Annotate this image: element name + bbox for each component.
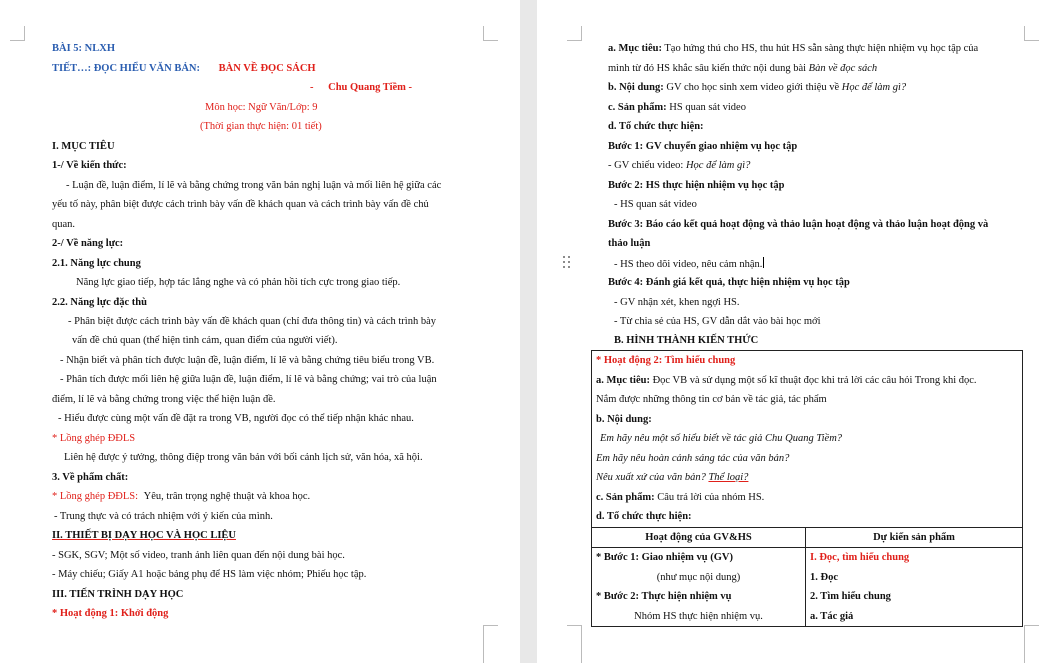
crop-mark: [1024, 26, 1039, 41]
document-page-left: [0, 0, 520, 663]
paragraph-line: - Nhận biết và phân tích được luận đề, luận điểm, lí lẽ và bằng chứng tiêu biểu trong VB.: [60, 355, 435, 366]
text: mình từ đó HS khắc sâu kiến thức nội dung bài: [608, 63, 807, 74]
section-heading: I. MỤC TIÊU: [52, 141, 115, 152]
question: Em hãy nêu hoàn cảnh sáng tác của văn bản?: [596, 452, 790, 464]
step-heading: thảo luận: [608, 238, 651, 249]
step-heading: Bước 1: GV chuyển giao nhiệm vụ học tập: [608, 141, 798, 152]
paragraph-line: - Máy chiếu; Giấy A1 hoặc bảng phụ để HS làm việc nhóm; Phiếu học tập.: [52, 569, 367, 580]
column-header: Dự kiến sản phẩm: [806, 527, 1023, 548]
paragraph-line: Nắm được những thông tin cơ bản về tác giả, tác phẩm: [596, 394, 827, 405]
drag-handle-icon[interactable]: [563, 256, 573, 272]
step-heading: Bước 3: Báo cáo kết quả hoạt động và thảo luận hoạt động và thảo luận hoạt động và: [608, 219, 989, 230]
dash: -: [310, 82, 314, 93]
paragraph-line: - GV nhận xét, khen ngợi HS.: [614, 297, 740, 308]
label: a. Mục tiêu:: [608, 43, 662, 54]
question: Em hãy nêu một số hiểu biết về tác giả Chu Quang Tiềm?: [600, 433, 843, 444]
author-line: [310, 81, 412, 94]
section-heading: B. HÌNH THÀNH KIẾN THỨC: [614, 335, 759, 346]
paragraph-line: - SGK, SGV; Một số video, tranh ảnh liên quan đến nội dung bài học.: [52, 550, 345, 561]
activity-heading: * Hoạt động 2: Tìm hiểu chung: [596, 355, 736, 366]
subsection-heading: 2.1. Năng lực chung: [52, 258, 141, 269]
crop-mark: [1024, 625, 1039, 663]
table-header-row: [592, 527, 1023, 548]
text: HS quan sát video: [669, 102, 746, 113]
section-heading: III. TIẾN TRÌNH DẠY HỌC: [52, 589, 184, 600]
period-label: TIẾT…: ĐỌC HIỂU VĂN BẢN:: [52, 63, 200, 74]
paragraph-line: [52, 490, 310, 503]
product-heading: I. Đọc, tìm hiểu chung: [810, 552, 910, 563]
paragraph-line: [608, 159, 750, 172]
video-title: Học để làm gì?: [841, 82, 907, 93]
table-row: [592, 548, 1023, 627]
question-text: Thể loại?: [708, 472, 749, 483]
text: Đọc VB và sử dụng một số kĩ thuật đọc khi trả lời các câu hỏi Trong khi đọc.: [652, 374, 977, 386]
step-note: (như mục nội dung): [656, 571, 741, 583]
subsection-heading: 2-/ Về năng lực:: [52, 238, 124, 249]
activity-heading: * Hoạt động 1: Khởi động: [52, 608, 169, 619]
video-title: Học để làm gì?: [685, 160, 751, 171]
lesson-title: [52, 62, 316, 75]
step-heading: Bước 4: Đánh giá kết quả, thực hiện nhiệm vụ học tập: [608, 277, 850, 288]
text: - HS theo dõi video, nêu cảm nhận.: [614, 259, 763, 270]
text: Tạo hứng thú cho HS, thu hút HS sẵn sàng thực hiện nhiệm vụ học tập của: [664, 43, 979, 54]
text-title-ref: Bàn về đọc sách: [808, 63, 878, 74]
paragraph-line: - HS quan sát video: [614, 199, 697, 210]
table-cell-intro: [592, 351, 1023, 528]
paragraph-line: [608, 62, 877, 75]
paragraph-line: - Hiểu được cùng một vấn đề đặt ra trong VB, người đọc có thể tiếp nhận khác nhau.: [58, 413, 414, 424]
paragraph-line: [608, 81, 906, 94]
author-name: Chu Quang Tiềm -: [328, 82, 413, 93]
text: - GV chiếu video:: [608, 160, 684, 171]
label: a. Mục tiêu:: [596, 374, 650, 386]
subject-line: Môn học: Ngữ Văn/Lớp: 9: [205, 102, 318, 113]
subsection-heading: 3. Về phẩm chất:: [52, 472, 129, 483]
step-heading: Bước 2: HS thực hiện nhiệm vụ học tập: [608, 180, 785, 191]
duration-line: (Thời gian thực hiện: 01 tiết): [200, 121, 322, 132]
paragraph-line[interactable]: [614, 257, 764, 271]
step-label: * Bước 2: Thực hiện nhiệm vụ: [596, 591, 732, 602]
paragraph-line: - Trung thực và có trách nhiệm với ý kiến của mình.: [54, 511, 273, 522]
integration-label: * Lồng ghép ĐĐLS:: [52, 491, 139, 502]
paragraph-line: [596, 488, 1018, 508]
subsection-heading: 1-/ Về kiến thức:: [52, 160, 127, 171]
lesson-table: [591, 350, 1023, 627]
lesson-number: BÀI 5: NLXH: [52, 43, 116, 54]
paragraph-line: - Từ chia sẻ của HS, GV dẫn dắt vào bài học mới: [614, 316, 821, 327]
label: c. Sản phẩm:: [596, 491, 655, 503]
product-item: a. Tác giả: [810, 610, 854, 622]
paragraph-line: [596, 371, 1018, 391]
text-title: BÀN VỀ ĐỌC SÁCH: [218, 63, 316, 74]
label: b. Nội dung:: [596, 413, 652, 425]
paragraph-line: - Phân tích được mối liên hệ giữa luận đề, luận điểm, lí lẽ và bằng chứng; vai trò của luận: [60, 374, 437, 385]
paragraph-line: - Luận đề, luận điểm, lí lẽ và bằng chứng trong văn bản nghị luận và mối liên hệ giữa các: [66, 180, 442, 191]
crop-mark: [483, 26, 498, 41]
table-row: [592, 351, 1023, 528]
text: GV cho học sinh xem video giới thiệu về: [666, 82, 840, 93]
paragraph-line: yếu tố này, phân biệt được cách trình bày vấn đề khách quan và cách trình bày vấn đề chủ: [52, 199, 429, 210]
integration-text: Yêu, trân trọng nghệ thuật và khoa học.: [143, 491, 311, 502]
paragraph-line: Liên hệ được ý tưởng, thông điệp trong văn bản với bối cảnh lịch sử, văn hóa, xã hội.: [64, 452, 423, 463]
text: Câu trả lời của nhóm HS.: [657, 491, 765, 503]
question-text: Nêu xuất xứ của văn bản?: [596, 472, 706, 483]
product-item: 2. Tìm hiểu chung: [810, 591, 891, 602]
subsection-heading: d. Tổ chức thực hiện:: [608, 121, 704, 132]
paragraph-line: Năng lực giao tiếp, hợp tác lắng nghe và có phản hồi tích cực trong giao tiếp.: [76, 277, 401, 288]
subsection-heading: 2.2. Năng lực đặc thù: [52, 297, 147, 308]
paragraph-line: [608, 101, 746, 114]
crop-mark: [567, 625, 582, 663]
crop-mark: [567, 26, 582, 41]
crop-mark: [10, 26, 25, 41]
label: b. Nội dung:: [608, 82, 664, 93]
document-page-right: [537, 0, 1063, 663]
paragraph-line: quan.: [52, 219, 76, 230]
paragraph-line: vấn đề chủ quan (thể hiện tình cảm, quan điểm của người viết).: [72, 335, 338, 346]
page-gap: [520, 0, 537, 663]
label: d. Tổ chức thực hiện:: [596, 511, 692, 522]
paragraph-line: điểm, lí lẽ và bằng chứng trong việc thể hiện luận đề.: [52, 394, 276, 405]
table-cell-products: [806, 548, 1023, 627]
label: c. Sản phẩm:: [608, 102, 667, 113]
product-item: 1. Đọc: [810, 571, 838, 583]
integration-heading: * Lồng ghép ĐĐLS: [52, 433, 136, 444]
section-heading: II. THIẾT BỊ DẠY HỌC VÀ HỌC LIỆU: [52, 530, 236, 541]
paragraph-line: [608, 42, 978, 55]
table-cell-activities: [592, 548, 806, 627]
question: [596, 468, 1018, 488]
text-cursor: [763, 257, 764, 268]
crop-mark: [483, 625, 498, 663]
column-header: Hoạt động của GV&HS: [592, 527, 806, 548]
step-label: * Bước 1: Giao nhiệm vụ (GV): [596, 552, 733, 563]
paragraph-line: - Phân biệt được cách trình bày vấn đề khách quan (chỉ đưa thông tin) và cách trình bày: [68, 316, 436, 327]
step-note: Nhóm HS thực hiện nhiệm vụ.: [634, 610, 763, 622]
